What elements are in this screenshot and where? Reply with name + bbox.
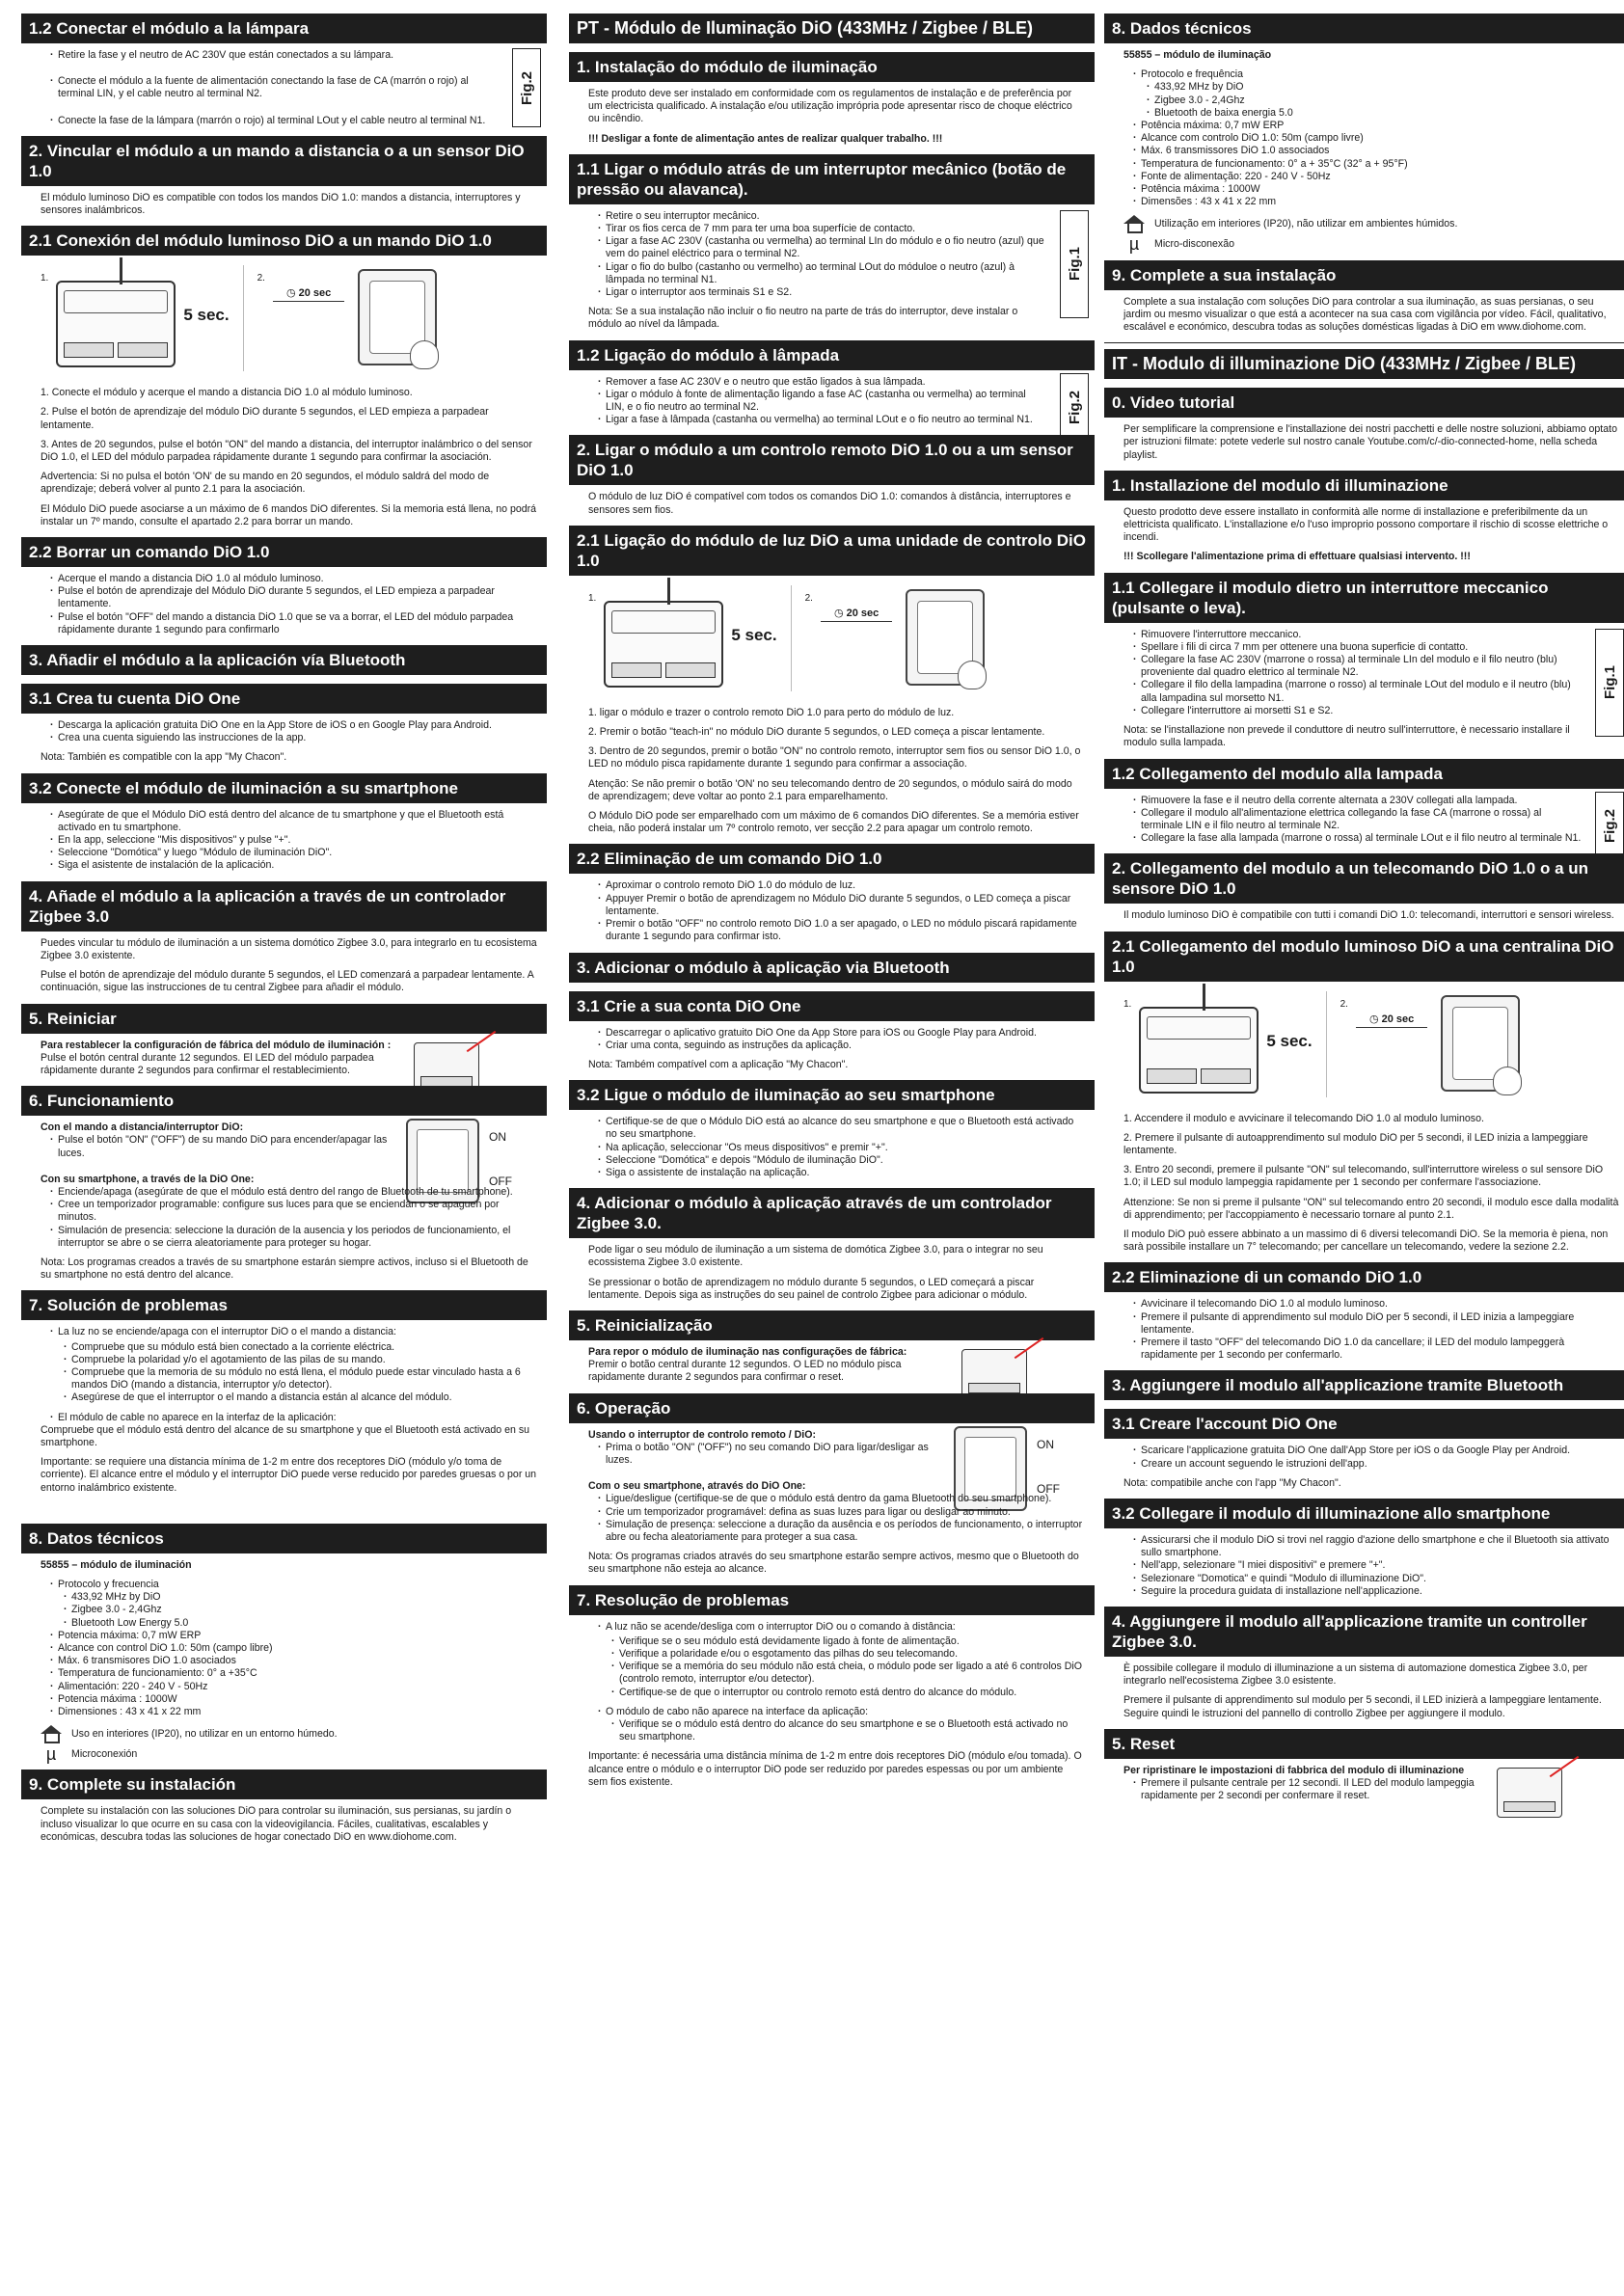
list-item: · Crie um temporizador programável: defina as suas luzes para ligar ou desligar ao minuto. (598, 1506, 1085, 1519)
subheading: Com o seu smartphone, através do DiO One: (588, 1480, 806, 1493)
spec-line: · Potencia máxima : 1000W (50, 1693, 537, 1706)
pt-section-8 (1104, 14, 1624, 255)
section-title: 2.2 Eliminazione di un comando DiO 1.0 (1104, 1262, 1624, 1292)
pt-section-4 (569, 1188, 1095, 1302)
reset-lead: Para repor o módulo de iluminação nas configurações de fábrica: (588, 1345, 907, 1358)
it-section-2 (1104, 853, 1624, 922)
section-title: 8. Dados técnicos (1104, 14, 1624, 43)
list-item: · Conecte la fase de la lámpara (marrón o rojo) al terminal LOut y el cable neutro al terminal N1. (50, 115, 499, 127)
pairing-illustration (21, 261, 547, 387)
list-item: · Descarga la aplicación gratuita DiO One en la App Store de iOS o en Google Play para Android. (50, 719, 537, 732)
paragraph: Compruebe que el módulo está dentro del alcance de su smartphone y que el Bluetooth está activado en su smartphone. (41, 1423, 530, 1448)
section-title: 3. Adicionar o módulo à aplicação via Bluetooth (569, 953, 1095, 983)
section-title: 2. Collegamento del modulo a un telecomando DiO 1.0 o a un sensore DiO 1.0 (1104, 853, 1624, 904)
es-section-9 (21, 1769, 547, 1844)
list-item: · Remover a fase AC 230V e o neutro que estão ligados à sua lâmpada. (598, 376, 1046, 389)
pt-section-3-2 (569, 1080, 1095, 1179)
list-item: · Crea una cuenta siguiendo las instrucciones de la app. (50, 732, 537, 744)
step: 2. Pulse el botón de aprendizaje del módulo DiO durante 5 segundos, el LED empieza a parpadear lentamente. (41, 406, 489, 431)
fig1-label: Fig.1 (1595, 629, 1624, 737)
list-item: · Descarregar o aplicativo gratuito DiO One da App Store para iOS ou Google Play para Android. (598, 1027, 1085, 1040)
spec-line: · Zigbee 3.0 - 2,4Ghz (1147, 95, 1620, 107)
list-item: · Premere il pulsante di apprendimento sul modulo DiO per 5 secondi, il LED inizia a lampeggiare lentamente. (1133, 1311, 1620, 1337)
list-item: · Aproximar o controlo remoto DiO 1.0 do módulo de luz. (598, 879, 1085, 892)
section-title: 3. Aggiungere il modulo all'applicazione tramite Bluetooth (1104, 1370, 1624, 1400)
note: Nota: Também compatível com a aplicação "My Chacon". (588, 1058, 849, 1070)
spec-line: · Protocolo y frecuencia (50, 1579, 537, 1591)
note: Nota: Los programas creados a través de su smartphone estarán siempre activos, incluso si el Bluetooth de su smartphone no está dentro del alcance. (41, 1256, 528, 1282)
warning: Attenzione: Se non si preme il pulsante "ON" sul telecomando entro 20 secondi, il modulo esce dalla modalità di apprendimento; per l'accoppiamento è necessario tornare al punto 2.1. (1123, 1196, 1619, 1221)
list-item: · Cree un temporizador programable: configure sus luces para que se enciendan o se apaguen por minutos. (50, 1199, 537, 1224)
spec-line: · Potencia máxima: 0,7 mW ERP (50, 1630, 537, 1642)
section-title: 6. Operação (569, 1393, 1095, 1423)
section-title: 1. Instalação do módulo de iluminação (569, 52, 1095, 82)
es-section-7 (21, 1290, 547, 1494)
spec-line: · Máx. 6 transmisores DiO 1.0 asociados (50, 1655, 537, 1667)
paragraph: Complete su instalación con las soluciones DiO para controlar su iluminación, sus persianas, su jardín o incluso visualizar lo que ocurre en su casa con la videovigilancia. Fáciles, cualitativas, escalables y económicas, descubra todas las soluciones de hogar conectado DiO en www.diohome.com. (41, 1805, 512, 1843)
note: Nota: compatibile anche con l'app "My Chacon". (1123, 1476, 1341, 1489)
timer-label: ◷ 20 sec (273, 286, 344, 302)
section-title: 2.1 Ligação do módulo de luz DiO a uma unidade de controlo DiO 1.0 (569, 526, 1095, 576)
step: 1. Conecte el módulo y acerque el mando a distancia DiO 1.0 al módulo luminoso. (41, 387, 413, 399)
language-header: IT - Modulo di illuminazione DiO (433MHz / Zigbee / BLE) (1104, 349, 1624, 379)
es-section-5 (21, 1004, 547, 1078)
section-title: 1.2 Ligação do módulo à lâmpada (569, 340, 1095, 370)
section-title: 8. Datos técnicos (21, 1524, 547, 1553)
pt-section-7 (569, 1585, 1095, 1789)
paragraph: Importante: se requiere una distancia mínima de 1-2 m entre dos receptores DiO (módulo y/o toma de corriente). El alcance entre el módulo y el interruptor DiO puede verse reducido por paredes gruesas o por un entorno inalámbrico existente. (41, 1456, 537, 1494)
list-item: · Retire la fase y el neutro de AC 230V que están conectados a su lámpara. (50, 49, 499, 62)
list-item: · Premere il tasto "OFF" del telecomando DiO 1.0 da cancellare; il LED del modulo lampeggerà rapidamente per 1 secondo per confermarlo. (1133, 1337, 1620, 1362)
pt-section-5 (569, 1310, 1095, 1385)
list-item: · Nell'app, selezionare "I miei dispositivi" e premere "+". (1133, 1559, 1620, 1572)
list-item: · Na aplicação, seleccionar "Os meus dispositivos" e premir "+". (598, 1142, 1085, 1154)
list-item: · Selezionare "Domotica" e quindi "Modulo di illuminazione DiO". (1133, 1573, 1620, 1585)
pt-section-6 (569, 1393, 1095, 1577)
section-title: 3.1 Crie a sua conta DiO One (569, 991, 1095, 1021)
it-section-2-1 (1104, 932, 1624, 1255)
it-section-3-2 (1104, 1499, 1624, 1598)
timer-label: ◷ 20 sec (821, 607, 892, 622)
pt-section-2-1 (569, 526, 1095, 836)
it-section-2-2 (1104, 1262, 1624, 1362)
hand-icon (1493, 1067, 1522, 1095)
pt-section-2 (569, 435, 1095, 516)
model-number: 55855 – módulo de iluminação (1123, 49, 1272, 61)
module-image (1139, 1007, 1259, 1094)
spec-line: · Dimensões : 43 x 41 x 22 mm (1133, 196, 1620, 208)
es-section-4 (21, 881, 547, 995)
paragraph: Pode ligar o seu módulo de iluminação a um sistema de domótica Zigbee 3.0, para o integrar no seu ecossistema Zigbee 3.0 existente. (588, 1244, 1043, 1269)
section-title: 1.2 Collegamento del modulo alla lampada (1104, 759, 1624, 789)
column-es (21, 14, 547, 1852)
section-title: 1.1 Collegare il modulo dietro un interruttore meccanico (pulsante o leva). (1104, 573, 1624, 623)
reset-lead: Per ripristinare le impostazioni di fabbrica del modulo di illuminazione (1123, 1764, 1465, 1776)
off-label: OFF (489, 1175, 512, 1189)
list-item: · Conecte el módulo a la fuente de alimentación conectando la fase de CA (marrón o rojo) al terminal LIN, y el cable neutro al terminal N2. (50, 75, 499, 100)
list-item: · Ligar o interruptor aos terminais S1 e S2. (598, 286, 1046, 299)
step-number: 2. (804, 592, 813, 604)
list-item: · Tirar os fios cerca de 7 mm para ter uma boa superfície de contacto. (598, 223, 1046, 235)
list-item: · Ligar o módulo à fonte de alimentação ligando a fase AC (castanha ou vermelha) ao terminal LIN, e o fio neutro ao terminal N2. (598, 389, 1046, 414)
indoor-note: Utilização em interiores (IP20), não utilizar em ambientes húmidos. (1154, 217, 1458, 230)
paragraph: È possibile collegare il modulo di illuminazione a un sistema di automazione domestica Zigbee 3.0, per integrarlo nell'ecosistema Zigbee 3.0 esistente. (1123, 1661, 1588, 1688)
section-title: 4. Adicionar o módulo à aplicação através de um controlador Zigbee 3.0. (569, 1188, 1095, 1238)
fig2-label: Fig.2 (1060, 373, 1089, 443)
pt-section-1 (569, 52, 1095, 146)
section-title: 2.2 Eliminação de um comando DiO 1.0 (569, 844, 1095, 874)
list-item: · Collegare il filo della lampadina (marrone o rosso) al terminale LOut del modulo e il neutro (blu) alla lampadina sul morsetto N1. (1133, 679, 1582, 704)
spec-line: · Bluetooth de baixa energia 5.0 (1147, 107, 1620, 120)
paragraph: Pulse el botón central durante 12 segundos. El LED del módulo parpadea rápidamente durante 2 segundos para confirmar el restablecimiento. (41, 1051, 374, 1076)
column-pt (569, 14, 1095, 1797)
warning: !!! Scollegare l'alimentazione prima di effettuare qualsiasi intervento. !!! (1123, 551, 1471, 563)
spec-line: · Alcance con control DiO 1.0: 50m (campo libre) (50, 1642, 537, 1655)
list-item: · Verifique a polaridade e/ou o esgotamento das pilhas do seu telecomando. (611, 1648, 1085, 1661)
list-item: · Seleccione "Domótica" y luego "Módulo de iluminación DiO". (50, 847, 537, 859)
list-item: · Pulse el botón de aprendizaje del Módulo DiO durante 5 segundos, el LED empieza a parpadear lentamente. (50, 585, 537, 610)
pt-section-1-1 (569, 154, 1095, 332)
timer-label: ◷ 20 sec (1356, 1013, 1427, 1028)
list-item: · Verifique se o seu módulo está devidamente ligado à fonte de alimentação. (611, 1635, 1085, 1648)
paragraph: El módulo luminoso DiO es compatible con todos los mandos DiO 1.0: mandos a distancia, interruptores y sensores inalámbricos. (41, 191, 521, 217)
section-title: 3. Añadir el módulo a la aplicación vía Bluetooth (21, 645, 547, 675)
list-item: · Seguire la procedura guidata di installazione nell'applicazione. (1133, 1585, 1620, 1598)
spec-line: · Fonte de alimentação: 220 - 240 V - 50Hz (1133, 171, 1620, 183)
list-item: · Avvicinare il telecomando DiO 1.0 al modulo luminoso. (1133, 1298, 1620, 1310)
remote-image (1441, 995, 1520, 1092)
model-number: 55855 – módulo de iluminación (41, 1558, 192, 1571)
it-section-1-1 (1104, 573, 1624, 750)
paragraph: Este produto deve ser instalado em conformidade com os regulamentos de instalação e de preferência por um electricista qualificado. A instalação e/ou utilização imprópria pode apresentar risco de choque eléctrico ou incêndio. (588, 88, 1072, 125)
list-item: · Asegúrese de que el interruptor o el mando a distancia están al alcance del módulo. (64, 1391, 537, 1404)
list-item: · Compruebe que la memoria de su módulo no está llena, el módulo puede estar vinculado hasta a 6 mandos DiO (mando a distancia, interruptor y/o detector). (64, 1366, 537, 1391)
section-title: 2. Ligar o módulo a um controlo remoto DiO 1.0 ou a um sensor DiO 1.0 (569, 435, 1095, 485)
indoor-note: Uso en interiores (IP20), no utilizar en un entorno húmedo. (71, 1727, 338, 1740)
pt-section-3-1 (569, 991, 1095, 1072)
it-section-5 (1104, 1729, 1624, 1803)
subheading: Con su smartphone, a través de la DiO One: (41, 1173, 255, 1185)
list-item: · Collegare la fase AC 230V (marrone o rossa) al terminale LIn del modulo e il filo neutro (blu) proveniente dal quadro elettrico al terminale N2. (1133, 654, 1582, 679)
language-header: PT - Módulo de Iluminação DiO (433MHz / Zigbee / BLE) (569, 14, 1095, 43)
warning: !!! Desligar a fonte de alimentação antes de realizar qualquer trabalho. !!! (588, 132, 943, 145)
spec-line: · 433,92 MHz by DiO (64, 1591, 537, 1604)
micro-note: Microconexión (71, 1748, 138, 1761)
subheading: Usando o interruptor de controlo remoto / DiO: (588, 1428, 817, 1441)
fig2-label: Fig.2 (512, 48, 541, 127)
spec-line: · Protocolo e frequência (1133, 68, 1620, 81)
list-item: · Collegare il modulo all'alimentazione elettrica collegando la fase CA (marrone o rossa) al terminale LIN e il filo neutro al terminale N2. (1133, 807, 1582, 832)
list-item: · Pulse el botón "ON" ("OFF") de su mando DiO para encender/apagar las luces. (50, 1134, 402, 1159)
section-title: 2.1 Collegamento del modulo luminoso DiO a una centralina DiO 1.0 (1104, 932, 1624, 982)
paragraph: Pulse el botón de aprendizaje del módulo durante 5 segundos, el LED comenzará a parpadear lentamente. A continuación, sigue las instrucciones de tu central Zigbee para añadir el módulo. (41, 969, 534, 994)
list-item: · Rimuovere la fase e il neutro della corrente alternata a 230V collegati alla lampada. (1133, 795, 1582, 807)
es-section-8 (21, 1524, 547, 1765)
step-number: 1. (1123, 998, 1132, 1010)
section-title: 4. Añade el módulo a la aplicación a través de un controlador Zigbee 3.0 (21, 881, 547, 932)
step: 2. Premir o botão "teach-in" no módulo DiO durante 5 segundos, o LED começa a piscar lentamente. (588, 726, 1045, 739)
paragraph: Premir o botão central durante 12 segundos. O LED no módulo pisca rapidamente durante 2 segundos para confirmar o reset. (588, 1359, 902, 1384)
five-seconds-label: 5 sec. (731, 625, 777, 644)
module-image (56, 281, 176, 367)
step-number: 2. (257, 273, 265, 284)
list-item: · Pulse el botón "OFF" del mando a distancia DiO 1.0 que se va a borrar, el LED del módulo parpadea rápidamente durante 1 segundo para confirmarlo (50, 611, 537, 636)
list-item: · Certifique-se de que o interruptor ou controlo remoto está dentro do alcance do módulo. (611, 1687, 1085, 1699)
es-section-2 (21, 136, 547, 217)
section-title: 9. Complete su instalación (21, 1769, 547, 1799)
list-item: · Criar uma conta, seguindo as instruções da aplicação. (598, 1040, 1085, 1052)
it-section-4 (1104, 1607, 1624, 1720)
note: El Módulo DiO puede asociarse a un máximo de 6 mandos DiO diferentes. Si la memoria está llena, no podrá instalar un 7º mando, consulte el apartado 2.2 para borrar un mando. (41, 502, 537, 527)
spec-line: · Potência máxima: 0,7 mW ERP (1133, 120, 1620, 132)
section-title: 3.2 Conecte el módulo de iluminación a su smartphone (21, 773, 547, 803)
list-item: · Scaricare l'applicazione gratuita DiO One dall'App Store per iOS o da Google Play per Android. (1133, 1445, 1620, 1457)
micro-icon: µ (45, 1744, 57, 1765)
section-title: 2.1 Conexión del módulo luminoso DiO a un mando DiO 1.0 (21, 226, 547, 256)
section-title: 3.1 Crea tu cuenta DiO One (21, 684, 547, 714)
list-item: · Ligue/desligue (certifique-se de que o módulo está dentro da gama Bluetooth do seu smartphone). (598, 1493, 1085, 1505)
note: Nota: Os programas criados através do seu smartphone estarão sempre activos, mesmo que o Bluetooth do seu smartphone não esteja ao alcance. (588, 1551, 1079, 1576)
list-item: · Premere il pulsante centrale per 12 secondi. Il LED del modulo lampeggia rapidamente per 2 secondi per confermare il reset. (1133, 1777, 1485, 1802)
spec-line: · Zigbee 3.0 - 2,4Ghz (64, 1604, 537, 1616)
es-section-3 (21, 645, 547, 675)
spec-line: · Temperatura de funcionamento: 0° a + 35°C (32° a + 95°F) (1133, 158, 1620, 171)
step: 3. Dentro de 20 segundos, premir o botão "ON" no controlo remoto, interruptor sem fios ou sensor DiO 1.0, o LED no módulo pisca rapidamente durante 1 segundo para confirmar a associação. (588, 745, 1081, 770)
it-header (1104, 342, 1624, 379)
step: 2. Premere il pulsante di autoapprendimento sul modulo DiO per 5 secondi, il LED inizia a lampeggiare lentamente. (1123, 1131, 1588, 1156)
section-title: 7. Resolução de problemas (569, 1585, 1095, 1615)
note: Nota: se l'installazione non prevede il conduttore di neutro sull'interruttore, è necessario installare il modulo sulla lampada. (1123, 724, 1570, 749)
list-item: · Siga o assistente de instalação na aplicação. (598, 1167, 1085, 1179)
house-icon (1123, 215, 1145, 232)
pt-section-3 (569, 953, 1095, 983)
off-label: OFF (1037, 1481, 1060, 1496)
fig2-label: Fig.2 (1595, 792, 1624, 861)
list-item: · En la app, seleccione "Mis dispositivos" y pulse "+". (50, 834, 537, 847)
on-label: ON (489, 1130, 506, 1145)
spec-line: · Potência máxima : 1000W (1133, 183, 1620, 196)
section-title: 0. Video tutorial (1104, 388, 1624, 418)
list-item: · Prima o botão "ON" ("OFF") no seu comando DiO para ligar/desligar as luzes. (598, 1442, 950, 1467)
spec-line: · Bluetooth Low Energy 5.0 (64, 1617, 537, 1630)
pt-section-9 (1104, 260, 1624, 335)
list-item: · Enciende/apaga (asegúrate de que el módulo está dentro del rango de Bluetooth de tu smartphone). (50, 1186, 537, 1199)
warning: Advertencia: Si no pulsa el botón 'ON' de su mando en 20 segundos, el módulo saldrá del modo de aprendizaje; deberá volver al punto 2.1 para la asociación. (41, 471, 490, 496)
it-section-1 (1104, 471, 1624, 564)
section-title: 2. Vincular el módulo a un mando a distancia o a un sensor DiO 1.0 (21, 136, 547, 186)
five-seconds-label: 5 sec. (183, 306, 230, 325)
list-item: · Simulação de presença: seleccione a duração da ausência e os períodos de funcionamento, o interruptor abre ou fecha aleatoriamente para proteger a sua casa. (598, 1519, 1085, 1544)
list-item: · La luz no se enciende/apaga con el interruptor DiO o el mando a distancia: (50, 1326, 537, 1338)
paragraph: O módulo de luz DiO é compatível com todos os comandos DiO 1.0: comandos à distância, interruptores e sensores sem fios. (588, 491, 1071, 516)
list-item: · Verifique se o módulo está dentro do alcance do seu smartphone e se o Bluetooth está activado no seu smartphone. (611, 1718, 1085, 1743)
section-title: 2.2 Borrar un comando DiO 1.0 (21, 537, 547, 567)
list-item: · Siga el asistente de instalación de la aplicación. (50, 859, 537, 872)
step-number: 1. (41, 273, 49, 284)
paragraph: Se pressionar o botão de aprendizagem no módulo durante 5 segundos, o LED começará a piscar lentamente. Depois siga as instruções do seu painel de controlo Zigbee para adicionar o módulo. (588, 1276, 1035, 1301)
list-item: · Compruebe que su módulo está bien conectado a la corriente eléctrica. (64, 1341, 537, 1354)
list-item: · Verifique se a memória do seu módulo não está cheia, o módulo pode ser ligado a até 6 controlos DiO (controlo remoto, interruptor e/ou detector). (611, 1661, 1085, 1686)
hand-icon (958, 661, 987, 689)
it-section-0 (1104, 388, 1624, 462)
step: 3. Antes de 20 segundos, pulse el botón "ON" del mando a distancia, del interruptor inalámbrico o del sensor DiO 1.0, el LED del módulo parpadea rápidamente durante 1 segundo para confirmar la asociación. (41, 438, 532, 464)
spec-line: · Alimentación: 220 - 240 V - 50Hz (50, 1681, 537, 1693)
note: Il modulo DiO può essere abbinato a un massimo di 6 diversi telecomandi DiO. Se la memoria è piena, non sarà possibile installare un 7° telecomando; per cancellare un telecomando, vedere la sezione 2.2. (1123, 1228, 1609, 1254)
house-icon (41, 1725, 62, 1742)
section-title: 6. Funcionamiento (21, 1086, 547, 1116)
list-item: · Creare un account seguendo le istruzioni dell'app. (1133, 1458, 1620, 1471)
step: 1. ligar o módulo e trazer o controlo remoto DiO 1.0 para perto do módulo de luz. (588, 706, 955, 718)
list-item: · Ligar a fase AC 230V (castanha ou vermelha) ao terminal LIn do módulo e o fio neutro (azul) que vem do painel eléctrico para o terminal N2. (598, 235, 1046, 260)
step-number: 1. (588, 592, 597, 604)
paragraph: Importante: é necessária uma distância mínima de 1-2 m entre dois receptores DiO (módulo e/ou tomada). O alcance entre o módulo e o interruptor DiO pode ser reduzido por paredes espessas ou por um ambiente sem fios existente. (588, 1750, 1082, 1788)
pairing-illustration (569, 581, 1095, 707)
it-section-1-2 (1104, 759, 1624, 846)
es-section-1-2 (21, 14, 547, 127)
module-image (604, 601, 723, 688)
step-number: 2. (1340, 998, 1348, 1010)
micro-icon: µ (1128, 234, 1140, 255)
micro-note: Micro-disconexão (1154, 238, 1235, 251)
section-title: 3.1 Creare l'account DiO One (1104, 1409, 1624, 1439)
pt-header (569, 14, 1095, 43)
paragraph: Puedes vincular tu módulo de iluminación a un sistema domótico Zigbee 3.0, para integrarlo en tu ecosistema Zigbee 3.0 existente. (41, 936, 537, 961)
section-title: 5. Reiniciar (21, 1004, 547, 1034)
es-section-3-1 (21, 684, 547, 765)
list-item: · Appuyer Premir o botão de aprendizagem no Módulo DiO durante 5 segundos, o LED começa a piscar lentamente. (598, 893, 1085, 918)
paragraph: Per semplificare la comprensione e l'installazione dei nostri pacchetti e delle nostre soluzioni, abbiamo optato per istruzioni filmate: potete vederle sul nostro canale Youtube.com/c/-dio-connected-home, nella scheda playlist. (1123, 423, 1617, 461)
section-title: 1. Installazione del modulo di illuminazione (1104, 471, 1624, 500)
remote-image (358, 269, 437, 365)
pt-section-1-2 (569, 340, 1095, 427)
pairing-illustration (1104, 987, 1624, 1113)
step: 1. Accendere il modulo e avvicinare il telecomando DiO 1.0 al modulo luminoso. (1123, 1112, 1484, 1124)
es-section-2-1 (21, 226, 547, 528)
es-section-2-2 (21, 537, 547, 636)
list-item: · Ligar a fase à lâmpada (castanha ou vermelha) ao terminal LOut e o fio neutro ao terminal N1. (598, 414, 1046, 426)
spec-line: · 433,92 MHz by DiO (1147, 81, 1620, 94)
note: Nota: Se a sua instalação não incluir o fio neutro na parte de trás do interruptor, deve instalar o módulo ao nível da lâmpada. (588, 306, 1018, 331)
note: O Módulo DiO pode ser emparelhado com um máximo de 6 comandos DiO diferentes. Se a memória estiver cheia, não poderá instalar um 7º controlo remoto, ver secção 2.2 para apagar um controlo remoto. (588, 810, 1079, 835)
remote-image (906, 589, 985, 686)
spec-line: · Temperatura de funcionamiento: 0° a +35°C (50, 1667, 537, 1680)
spec-line: · Máx. 6 transmissores DiO 1.0 associados (1133, 145, 1620, 157)
list-item: · Compruebe la polaridad y/o el agotamiento de las pilas de su mando. (64, 1354, 537, 1366)
subheading: Con el mando a distancia/interruptor DiO: (41, 1121, 244, 1134)
es-section-3-2 (21, 773, 547, 873)
paragraph: Complete a sua instalação com soluções DiO para controlar a sua iluminação, as suas persianas, o seu jardim ou mesmo visualizar o que está a acontecer na sua casa com vigilância por vídeo. Fácil, qualitativo, escalável e económico, descubra todas as soluções domésticas ligadas à DiO em www.diohome.com. (1123, 295, 1607, 334)
es-section-6 (21, 1086, 547, 1282)
list-item: · O módulo de cabo não aparece na interface da aplicação: (598, 1706, 1085, 1718)
list-item: · Certifique-se de que o Módulo DiO está ao alcance do seu smartphone e que o Bluetooth está activado no seu smartphone. (598, 1116, 1085, 1141)
column-it (1104, 14, 1624, 1811)
it-section-3 (1104, 1370, 1624, 1400)
paragraph: Questo prodotto deve essere installato in conformità alle norme di installazione e preferibilmente da un elettricista qualificato. L'installazione e/o l'uso improprio possono comportare il rischio di scosse elettriche o incendi. (1123, 505, 1609, 544)
list-item: · Seleccione "Domótica" e depois "Módulo de iluminação DiO". (598, 1154, 1085, 1167)
paragraph: Il modulo luminoso DiO è compatibile con tutti i comandi DiO 1.0: telecomandi, interruttori e sensori wireless. (1123, 909, 1614, 922)
section-title: 5. Reset (1104, 1729, 1624, 1759)
list-item: · Rimuovere l'interruttore meccanico. (1133, 629, 1582, 641)
list-item: · Collegare la fase alla lampada (marrone o rossa) al terminale LOut e il filo neutro al terminale N1. (1133, 832, 1582, 845)
section-title: 1.2 Conectar el módulo a la lámpara (21, 14, 547, 43)
section-title: 3.2 Collegare il modulo di illuminazione allo smartphone (1104, 1499, 1624, 1528)
five-seconds-label: 5 sec. (1266, 1031, 1313, 1050)
list-item: · Ligar o fio do bulbo (castanho ou vermelho) ao terminal LOut do móduloe o neutro (azul) à lâmpada no terminal N1. (598, 261, 1046, 286)
pt-section-2-2 (569, 844, 1095, 943)
reset-lead: Para restablecer la configuración de fábrica del módulo de iluminación : (41, 1039, 392, 1051)
paragraph: Premere il pulsante di apprendimento sul modulo per 5 secondi, il LED inizierà a lampeggiare lentamente. Seguire quindi le istruzioni del pannello di controllo Zigbee per aggiungere il modulo. (1123, 1694, 1602, 1719)
list-item: · Premir o botão "OFF" no controlo remoto DiO 1.0 a ser apagado, o LED no módulo piscará rapidamente durante 1 segundo para confirmar isto. (598, 918, 1085, 943)
list-item: · Spellare i fili di circa 7 mm per ottenere una buona superficie di contatto. (1133, 641, 1582, 654)
on-label: ON (1037, 1437, 1054, 1451)
note: Nota: También es compatible con la app "My Chacon". (41, 751, 287, 764)
list-item: · Asegúrate de que el Módulo DiO está dentro del alcance de tu smartphone y que el Bluetooth está activado en tu smartphone. (50, 809, 537, 834)
list-item: · Acerque el mando a distancia DiO 1.0 al módulo luminoso. (50, 573, 537, 585)
section-title: 7. Solución de problemas (21, 1290, 547, 1320)
fig1-label: Fig.1 (1060, 210, 1089, 318)
it-section-3-1 (1104, 1409, 1624, 1490)
section-title: 3.2 Ligue o módulo de iluminação ao seu smartphone (569, 1080, 1095, 1110)
warning: Atenção: Se não premir o botão 'ON' no seu telecomando dentro de 20 segundos, o módulo sairá do modo de aprendizagem; deve voltar ao ponto 2.1 para emparelhamento. (588, 777, 1072, 802)
section-title: 1.1 Ligar o módulo atrás de um interruptor mecânico (botão de pressão ou alavanca). (569, 154, 1095, 204)
list-item: · Assicurarsi che il modulo DiO si trovi nel raggio d'azione dello smartphone e che il Bluetooth sia attivato sullo smartphone. (1133, 1534, 1620, 1559)
section-title: 9. Complete a sua instalação (1104, 260, 1624, 290)
step: 3. Entro 20 secondi, premere il pulsante "ON" sul telecomando, sull'interruttore wireless o sul sensore DiO 1.0; il LED sul modulo lampeggia rapidamente per 1 secondo per confermare l'associazione. (1123, 1164, 1604, 1189)
spec-line: · Alcance com controlo DiO 1.0: 50m (campo livre) (1133, 132, 1620, 145)
list-item: · A luz não se acende/desliga com o interruptor DiO ou o comando à distância: (598, 1621, 1085, 1634)
list-item: · Collegare l'interruttore ai morsetti S1 e S2. (1133, 705, 1582, 717)
list-item: · Retire o seu interruptor mecânico. (598, 210, 1046, 223)
list-item: · El módulo de cable no aparece en la interfaz de la aplicación: (50, 1412, 537, 1424)
section-title: 4. Aggiungere il modulo all'applicazione tramite un controller Zigbee 3.0. (1104, 1607, 1624, 1657)
list-item: · Simulación de presencia: seleccione la duración de la ausencia y los periodos de funcionamiento, el interruptor se abre o se cierra aleatoriamente para proteger su hogar. (50, 1225, 537, 1250)
hand-icon (410, 340, 439, 369)
section-title: 5. Reinicialização (569, 1310, 1095, 1340)
spec-line: · Dimensiones : 43 x 41 x 22 mm (50, 1706, 537, 1718)
